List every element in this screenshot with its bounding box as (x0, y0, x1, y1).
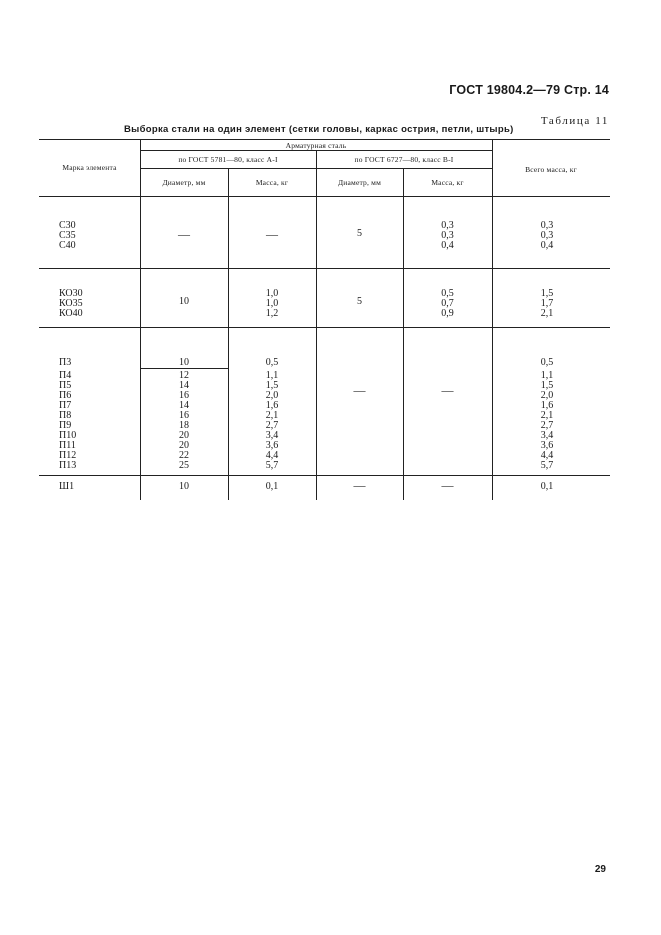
a-mass-value: 0,1 (265, 481, 279, 492)
group-header-rule (140, 150, 492, 151)
mark: П9 (59, 420, 72, 431)
group1-bottom-rule (39, 268, 610, 269)
a-mass-value: 5,7 (265, 460, 279, 471)
total-value: 0,3 (540, 220, 554, 231)
header-gost-a: по ГОСТ 5781—80, класс А-I (178, 155, 278, 164)
a-diameter-value: 20 (179, 430, 189, 441)
mark: С30 (59, 220, 76, 231)
total-value: 2,1 (540, 410, 554, 421)
mark: П13 (59, 460, 77, 471)
group1-marks (59, 221, 76, 251)
group3-total (492, 371, 602, 471)
col-divider-4 (403, 168, 404, 500)
mark: КО30 (59, 288, 83, 299)
mark: П8 (59, 410, 72, 421)
a-mass-value: 2,1 (265, 410, 279, 421)
subgroup-header-rule (140, 168, 492, 169)
total-value: 2,0 (540, 390, 554, 401)
mark: Ш1 (59, 481, 75, 492)
group2-bottom-rule (39, 327, 610, 328)
total-value: 0,1 (540, 481, 554, 492)
mark: С40 (59, 240, 76, 251)
group2-a-mass (228, 289, 316, 319)
mark: КО35 (59, 298, 83, 309)
total-value: 1,5 (540, 380, 554, 391)
a-mass-value: 3,4 (265, 430, 279, 441)
mark: П3 (59, 357, 72, 368)
total-value: 2,7 (540, 420, 554, 431)
header-gost-b: по ГОСТ 6727—80, класс В-I (354, 155, 454, 164)
document-header: ГОСТ 19804.2—79 Стр. 14 (449, 83, 609, 97)
a-diameter-value: 16 (179, 410, 189, 421)
mass-value: 0,5 (441, 288, 454, 299)
header-mass-a: Масса, кг (255, 178, 289, 187)
mass-value: 1,0 (265, 298, 279, 309)
header-mark: Марка элемента (62, 163, 117, 172)
a-mass-value: 0,5 (265, 357, 279, 368)
mass-value: 1,0 (265, 288, 279, 299)
a-mass-value: 1,5 (265, 380, 279, 391)
col-divider-3 (316, 150, 317, 500)
header-rebar-steel: Арматурная сталь (285, 141, 347, 150)
total-value: 5,7 (540, 460, 554, 471)
group3-marks (59, 371, 76, 471)
mark: КО40 (59, 308, 83, 319)
total-value: 0,5 (540, 357, 554, 368)
mass-value: 1,2 (265, 308, 279, 319)
group2-marks (59, 289, 83, 319)
mass-value: 0,9 (441, 308, 454, 319)
a-diameter-value: 25 (179, 460, 189, 471)
total-value: 0,4 (540, 240, 554, 251)
mass-value: 0,7 (441, 298, 454, 309)
group1-b-mass (403, 221, 492, 251)
p3-separator-rule (140, 368, 228, 369)
group1-b-diameter: 5 (357, 228, 362, 239)
group3-a-diameter (140, 371, 228, 471)
a-mass-value: 4,4 (265, 450, 279, 461)
header-diameter-b: Диаметр, мм (337, 178, 382, 187)
mark: П5 (59, 380, 72, 391)
group3-a-mass (228, 371, 316, 471)
group2-b-mass (403, 289, 492, 319)
header-total-mass: Всего масса, кг (525, 165, 577, 174)
group1-a-diameter: — (178, 227, 190, 241)
total-value: 0,3 (540, 230, 554, 241)
mark: П7 (59, 400, 72, 411)
mass-value: 0,3 (441, 220, 454, 231)
mark: П6 (59, 390, 72, 401)
b-diameter-value: — (353, 478, 366, 492)
a-diameter-value: 14 (179, 400, 189, 411)
a-mass-value: 2,0 (265, 390, 279, 401)
table-title: Выборка стали на один элемент (сетки головы, каркас острия, петли, штырь) (124, 124, 514, 135)
b-mass-value: — (441, 478, 454, 492)
a-mass-value: 2,7 (265, 420, 279, 431)
total-value: 3,6 (540, 440, 554, 451)
mark: С35 (59, 230, 76, 241)
group1-total (492, 221, 602, 251)
a-mass-value: 3,6 (265, 440, 279, 451)
a-mass-value: 1,6 (265, 400, 279, 411)
mark: П4 (59, 370, 72, 381)
a-mass-value: 1,1 (265, 370, 279, 381)
header-bottom-rule (39, 196, 610, 197)
a-diameter-value: 12 (179, 370, 189, 381)
a-diameter-value: 20 (179, 440, 189, 451)
a-diameter-value: 10 (179, 481, 189, 492)
total-value: 1,7 (540, 298, 554, 309)
a-diameter-value: 16 (179, 390, 189, 401)
page-number: 29 (594, 864, 606, 875)
total-value: 3,4 (540, 430, 554, 441)
group2-b-diameter: 5 (357, 296, 362, 307)
mass-value: 0,4 (441, 240, 454, 251)
group2-total (492, 289, 602, 319)
header-mass-b: Масса, кг (431, 178, 464, 187)
mark: П12 (59, 450, 77, 461)
header-diameter-a: Диаметр, мм (162, 178, 206, 187)
total-value: 4,4 (540, 450, 554, 461)
group1-a-mass: — (266, 227, 278, 241)
a-diameter-value: 22 (179, 450, 189, 461)
a-diameter-value: 14 (179, 380, 189, 391)
group3-b-diameter: — (353, 383, 366, 397)
group3-b-mass: — (441, 383, 454, 397)
group3-bottom-rule (39, 475, 610, 476)
table-number: Таблица 11 (540, 115, 609, 127)
total-value: 1,1 (540, 370, 554, 381)
mark: П11 (59, 440, 76, 451)
mass-value: 0,3 (441, 230, 454, 241)
mark: П10 (59, 430, 77, 441)
total-value: 1,6 (540, 400, 554, 411)
group2-a-diameter: 10 (179, 296, 189, 307)
a-diameter-value: 10 (179, 357, 189, 368)
table-top-rule (39, 139, 610, 140)
a-diameter-value: 18 (179, 420, 189, 431)
total-value: 2,1 (540, 308, 554, 319)
total-value: 1,5 (540, 288, 554, 299)
